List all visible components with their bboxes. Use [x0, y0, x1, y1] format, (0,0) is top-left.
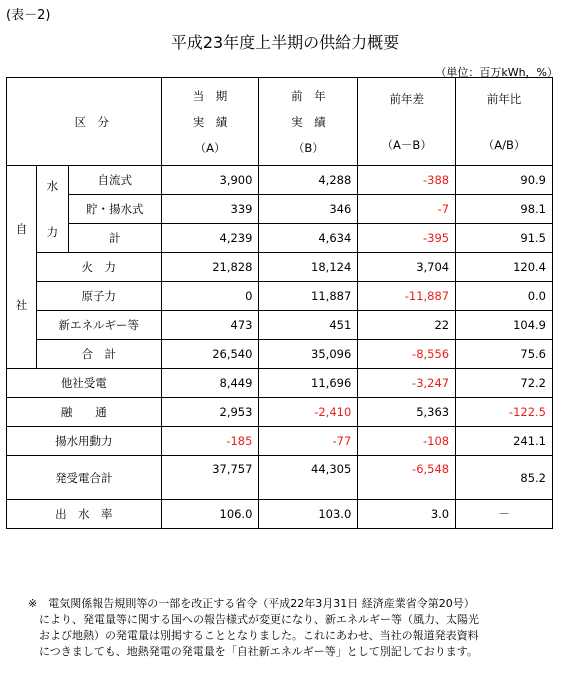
cell-prev: 103.0: [259, 500, 358, 529]
row-label: 他社受電: [7, 369, 162, 398]
cell-diff: 22: [358, 311, 456, 340]
table-row: [7, 398, 553, 427]
group-ji-char: 自: [15, 222, 28, 236]
table-row: [7, 369, 553, 398]
cell-ratio: -122.5: [456, 398, 553, 427]
cell-diff: -3,247: [358, 369, 456, 398]
cell-current: 37,757: [161, 456, 259, 500]
group-suiryoku: [36, 166, 68, 253]
footnote-line: ※ 電気関係報告規則等の一部を改正する省令（平成22年3月31日 経済産業省令第20号）: [28, 597, 475, 610]
footnote-line: につきましても、地熱発電の発電量を「自社新エネルギー等」として別記しております。: [28, 645, 478, 658]
cell-diff: -108: [358, 427, 456, 456]
cell-current: 339: [161, 195, 259, 224]
cell-current: 0: [161, 282, 259, 311]
header-current-line2: 実 績: [192, 114, 228, 129]
cell-current: 26,540: [161, 340, 259, 369]
header-current-line3: （A）: [194, 140, 226, 155]
cell-ratio: 75.6: [456, 340, 553, 369]
header-diff-line2: （A－B）: [381, 137, 432, 152]
cell-prev: 451: [259, 311, 358, 340]
cell-diff: -7: [358, 195, 456, 224]
cell-ratio: 85.2: [456, 456, 553, 500]
group-sha-char: 社: [15, 298, 28, 312]
table-row: [7, 311, 553, 340]
table-row: [7, 500, 553, 529]
table-row: [7, 427, 553, 456]
cell-current: 21,828: [161, 253, 259, 282]
row-label: 貯・揚水式: [68, 195, 161, 224]
group-ryoku-char: 力: [46, 225, 59, 239]
cell-prev: 11,887: [259, 282, 358, 311]
header-row: [7, 78, 553, 166]
cell-prev: -77: [259, 427, 358, 456]
cell-prev: 4,634: [259, 224, 358, 253]
row-label: 出 水 率: [7, 500, 162, 529]
row-label: 揚水用動力: [7, 427, 162, 456]
cell-ratio: 120.4: [456, 253, 553, 282]
cell-current: 3,900: [161, 166, 259, 195]
table-row: [7, 195, 553, 224]
row-label: 原子力: [36, 282, 161, 311]
cell-diff: -8,556: [358, 340, 456, 369]
cell-diff: -395: [358, 224, 456, 253]
header-current-line1: 当 期: [192, 88, 228, 103]
cell-prev: -2,410: [259, 398, 358, 427]
cell-prev: 11,696: [259, 369, 358, 398]
table-row: [7, 282, 553, 311]
header-prev-line1: 前 年: [291, 88, 326, 103]
row-label: 火 力: [36, 253, 161, 282]
cell-diff: 3,704: [358, 253, 456, 282]
unit-label: （単位：百万kWh，%）: [435, 66, 558, 79]
header-ratio-line1: 前年比: [486, 91, 522, 106]
table-tag: (表－2): [6, 8, 51, 23]
header-diff: [358, 78, 456, 166]
supply-table: [6, 77, 553, 529]
cell-ratio: 0.0: [456, 282, 553, 311]
cell-ratio: 91.5: [456, 224, 553, 253]
group-sui-char: 水: [46, 179, 59, 193]
cell-diff: -6,548: [358, 456, 456, 500]
header-current: [161, 78, 259, 166]
cell-prev: 44,305: [259, 456, 358, 500]
cell-diff: -388: [358, 166, 456, 195]
row-label: 融 通: [7, 398, 162, 427]
cell-ratio: 72.2: [456, 369, 553, 398]
header-diff-line1: 前年差: [389, 91, 424, 106]
footnote-line: および地熱）の発電量は別掲することとなりました。これにあわせ、当社の報道発表資料: [28, 629, 479, 642]
row-label: 自流式: [68, 166, 161, 195]
cell-prev: 35,096: [259, 340, 358, 369]
cell-current: 4,239: [161, 224, 259, 253]
table-row: [7, 253, 553, 282]
cell-prev: 18,124: [259, 253, 358, 282]
row-label: 新エネルギー等: [36, 311, 161, 340]
cell-ratio: 241.1: [456, 427, 553, 456]
cell-current: 8,449: [161, 369, 259, 398]
cell-current: -185: [161, 427, 259, 456]
header-prev-line2: 実 績: [291, 114, 326, 129]
cell-current: 106.0: [161, 500, 259, 529]
cell-ratio: －: [456, 500, 553, 529]
header-ratio-line2: （A/B）: [482, 137, 526, 152]
group-jisha: [7, 166, 37, 369]
header-prev-line3: （B）: [292, 140, 324, 155]
table-row: [7, 456, 553, 500]
footnote: [28, 596, 479, 660]
cell-ratio: 90.9: [456, 166, 553, 195]
row-label: 合 計: [36, 340, 161, 369]
row-label: 計: [68, 224, 161, 253]
cell-ratio: 104.9: [456, 311, 553, 340]
header-ratio: [456, 78, 553, 166]
cell-ratio: 98.1: [456, 195, 553, 224]
cell-prev: 4,288: [259, 166, 358, 195]
table-row: [7, 166, 553, 195]
cell-diff: 3.0: [358, 500, 456, 529]
table-row: [7, 340, 553, 369]
header-prev: [259, 78, 358, 166]
footnote-line: により、発電量等に関する国への報告様式が変更になり、新エネルギー等（風力、太陽光: [28, 613, 479, 626]
cell-diff: 5,363: [358, 398, 456, 427]
page-title: 平成23年度上半期の供給力概要: [170, 33, 400, 52]
row-label: 発受電合計: [7, 456, 162, 500]
cell-prev: 346: [259, 195, 358, 224]
cell-current: 473: [161, 311, 259, 340]
cell-diff: -11,887: [358, 282, 456, 311]
table-row: [7, 224, 553, 253]
cell-current: 2,953: [161, 398, 259, 427]
header-category: 区 分: [7, 78, 162, 166]
